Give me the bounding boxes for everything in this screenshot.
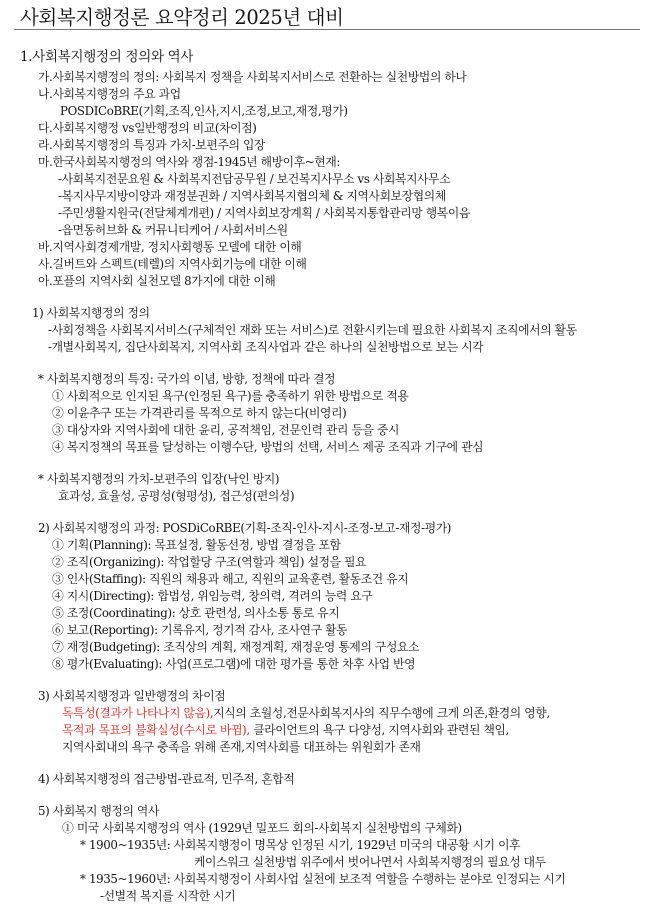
outline-subitem-ma-2: -복지사무지방이양과 재정분권화 / 지역사회복지협의체 & 지역사회보장협의체 xyxy=(58,189,446,203)
outline-subitem-ma-3: -주민생활지원국(전달체계개편) / 지역사회보장계획 / 사회복지통합관리망 행복이음 xyxy=(58,206,470,220)
process-step: ② 조직(Organizing): 작업할당 구조(역할과 책임) 설정을 필요 xyxy=(52,555,367,569)
process-step: ⑥ 보고(Reporting): 기록유지, 정기적 감사, 조사연구 활동 xyxy=(52,623,348,637)
process-step: ⑧ 평가(Evaluating): 사업(프로그램)에 대한 평가를 통한 차후 사업 반영 xyxy=(52,657,416,671)
values-heading: * 사회복지행정의 가치-보편주의 입장(낙인 방지) xyxy=(38,472,280,486)
process-step: ⑦ 재정(Budgeting): 조직상의 계획, 재정계획, 재정운영 통제의 구성요소 xyxy=(52,640,420,654)
outline-subitem-ma-1: -사회복지전문요원 & 사회복지전담공무원 / 보건복지사무소 vs 사회복지사무소 xyxy=(58,172,451,186)
highlight-uniqueness: 독특성(결과가 나타나지 않음), xyxy=(62,706,214,720)
difference-line-1-rest: 지식의 초월성,전문사회복지사의 직무수행에 크게 의존,환경의 영향, xyxy=(213,706,550,720)
history-line-5: -선별적 복지를 시작한 시기 xyxy=(100,889,236,903)
process-step: ④ 지시(Directing): 합법성, 위임능력, 창의력, 격려의 능력 요구 xyxy=(52,589,373,603)
outline-item-ba: 바.지역사회경제개발, 정치사회행동 모델에 대한 이해 xyxy=(38,240,302,254)
feature-item: ② 이윤추구 또는 가격관리를 목적으로 하지 않는다(비영리) xyxy=(52,406,347,420)
difference-line-3: 지역사회내의 욕구 충족을 위해 존재,지역사회를 대표하는 위원회가 존재 xyxy=(62,740,421,754)
features-heading: * 사회복지행정의 특징: 국가의 이념, 방향, 정책에 따라 결정 xyxy=(38,372,336,386)
history-line-1: ① 미국 사회복지행정의 역사 (1929년 밀포드 회의-사회복지 실천방법의 구체화) xyxy=(62,821,462,835)
difference-line-2 xyxy=(62,723,509,738)
history-line-4: * 1935~1960년: 사회복지행정이 사회사업 실천에 보조적 역할을 수행하는 분야로 인정되는 시기 xyxy=(80,872,566,886)
values-line: 효과성, 효율성, 공평성(형평성), 접근성(편의성) xyxy=(58,489,295,503)
history-line-3: 케이스워크 실천방법 위주에서 벗어나면서 사회복지행정의 필요성 대두 xyxy=(194,855,546,869)
page-title: 사회복지행정론 요약정리 2025년 대비 xyxy=(20,6,344,29)
outline-item-da: 다.사회복지행정 vs일반행정의 비교(차이점) xyxy=(38,121,257,135)
highlight-uncertainty: 목적과 목표의 불확실성(수시로 바뀜), xyxy=(62,723,250,737)
feature-item: ④ 복지정책의 목표를 달성하는 이행수단, 방법의 선택, 서비스 제공 조직과 기구에 관심 xyxy=(52,440,484,454)
process-step: ① 기획(Planning): 목표설정, 활동선정, 방법 결정을 포함 xyxy=(52,538,341,552)
history-heading: 5) 사회복지 행정의 역사 xyxy=(38,804,160,818)
process-step: ⑤ 조정(Coordinating): 상호 관련성, 의사소통 통로 유지 xyxy=(52,606,340,620)
section-1-heading: 1.사회복지행정의 정의와 역사 xyxy=(20,49,194,65)
outline-item-posdicobre: POSDICoBRE(기획,조직,인사,지시,조정,보고,재정,평가) xyxy=(60,104,348,118)
process-step: ③ 인사(Staffing): 직원의 채용과 해고, 직원의 교육훈련, 활동조건 유지 xyxy=(52,572,409,586)
outline-item-a: 아.포플의 지역사회 실천모델 8가지에 대한 이해 xyxy=(38,274,276,288)
outline-item-sa: 사.길버트와 스펙트(테렐)의 지역사회기능에 대한 이해 xyxy=(38,257,307,271)
outline-item-na: 나.사회복지행정의 주요 과업 xyxy=(38,87,181,101)
approach-heading: 4) 사회복지행정의 접근방법-관료적, 민주적, 혼합적 xyxy=(38,772,295,786)
history-line-2: * 1900~1935년: 사회복지행정이 명목상 인정된 시기, 1929년 미국의 대공황 시기 이후 xyxy=(80,838,521,852)
feature-item: ③ 대상자와 지역사회에 대한 윤리, 공적책임, 전문인력 관리 등을 중시 xyxy=(52,423,400,437)
feature-item: ① 사회적으로 인지된 욕구(인정된 욕구)를 충족하기 위한 방법으로 적용 xyxy=(52,389,409,403)
difference-line-2-rest: 클라이언트의 욕구 다양성, 지역사회와 관련된 책임, xyxy=(249,723,509,737)
outline-item-ga: 가.사회복지행정의 정의: 사회복지 정책을 사회복지서비스로 전환하는 실천방법의 하나 xyxy=(38,70,467,84)
outline-item-ra: 라.사회복지행정의 특징과 가치-보편주의 입장 xyxy=(38,138,266,152)
outline-subitem-ma-4: -읍면동허브화 & 커뮤니티케어 / 사회서비스원 xyxy=(58,223,288,237)
definition-line-1: -사회정책을 사회복지서비스(구체적인 재화 또는 서비스)로 전환시키는데 필요한 사회복지 조직에서의 활동 xyxy=(48,323,577,337)
definition-line-2: -개별사회복지, 집단사회복지, 지역사회 조직사업과 같은 하나의 실천방법으로 보는 시각 xyxy=(48,340,484,354)
title-divider xyxy=(14,29,640,30)
difference-heading: 3) 사회복지행정과 일반행정의 차이점 xyxy=(38,689,226,703)
definition-heading: 1) 사회복지행정의 정의 xyxy=(32,306,150,320)
process-heading: 2) 사회복지행정의 과정: POSDiCoRBE(기획-조직-인사-지시-조정-보고-재정-평가) xyxy=(38,521,452,535)
difference-line-1 xyxy=(62,706,550,721)
outline-item-ma: 마.한국사회복지행정의 역사와 쟁점-1945년 해방이후~현재: xyxy=(38,155,341,169)
